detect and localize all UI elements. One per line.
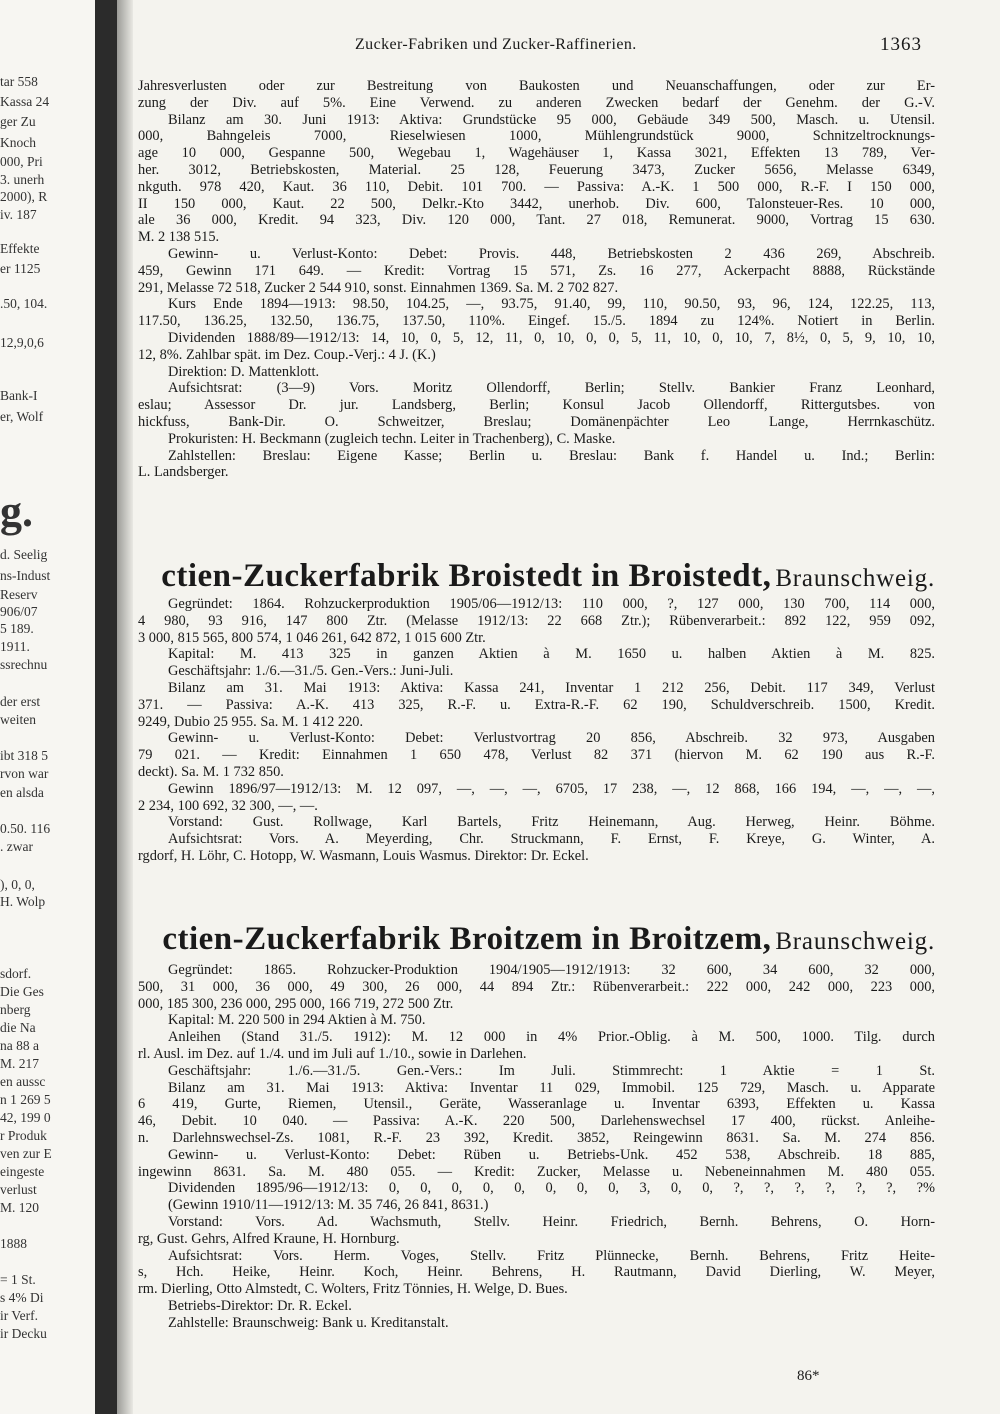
text-line: M. 2 138 515. [138,229,220,246]
gutter-text-line: 0.50. 116 [0,821,51,836]
text-line: 500, 31 000, 36 000, 49 300, 26 000, 44 894 Ztr.: Rübenverarbeit.: 222 000, 242 000, 223 000, [138,978,935,995]
gutter-text-line: Reserv [0,587,38,602]
company-location: Braunschweig. [775,928,935,955]
gutter-text-line: 1888 [0,1236,27,1251]
gutter-text-line: g. [0,487,33,536]
text-line: 291, Melasse 72 518, Zucker 2 544 910, sonst. Einnahmen 1369. Sa. M. 2 702 827. [138,279,619,296]
text-line: Bilanz am 31. Mai 1913: Aktiva: Inventar 11 029, Immobil. 125 729, Masch. u. Apparate [168,1079,935,1096]
text-line: Bilanz am 31. Mai 1913: Aktiva: Kassa 241, Inventar 1 212 256, Debit. 117 349, Verlust [168,679,935,696]
gutter-text-line: weiten [0,712,36,727]
text-line: Direktion: D. Mattenklott. [168,363,320,380]
company-name: ctien-Zuckerfabrik Broistedt in Broistedt, [161,558,772,594]
text-line: deckt). Sa. M. 1 732 850. [138,763,284,780]
gutter-text-line: ssrechnu [0,657,48,672]
signature-mark: 86* [797,1368,820,1384]
gutter-text-line: d. Seelig [0,547,48,562]
text-line: Zahlstelle: Braunschweig: Bank u. Kreditanstalt. [168,1314,449,1331]
gutter-text-line: nberg [0,1002,31,1017]
text-line: Jahresverlusten oder zur Bestreitung von Baukosten und Neuanschaffungen, oder zur Er- [138,78,935,94]
text-line: Geschäftsjahr: 1./6.—31./5. Gen.-Vers.: Im Juli. Stimmrecht: 1 Aktie = 1 St. [168,1062,935,1079]
entry-body-broistedt [138,596,935,865]
gutter-text-line: s 4% Di [0,1290,44,1305]
text-line: n. Darlehnswechsel-Zs. 1081, R.-F. 23 392, Kredit. 3852, Reingewinn 8631. Sa. M. 274 856. [138,1129,935,1146]
gutter-text-line: Knoch [0,135,36,150]
text-line: Kapital: M. 220 500 in 294 Aktien à M. 750. [168,1012,426,1029]
text-line: Prokuristen: H. Beckmann (zugleich techn. Leiter in Trachenberg), C. Maske. [168,430,616,447]
gutter-text-line: = 1 St. [0,1272,36,1287]
text-line: nkguth. 978 420, Kaut. 36 110, Debit. 101 700. — Passiva: A.-K. 1 500 000, R.-F. I 150 000, [138,178,935,195]
gutter-text-line: .50, 104. [0,296,48,311]
gutter-text-line: verlust [0,1182,37,1197]
gutter-text-line: rvon war [0,766,49,781]
gutter-text-line: Die Ges [0,984,44,999]
gutter-text-line: en aussc [0,1074,46,1089]
page-number: 1363 [880,34,922,55]
gutter-text-line: 2000), R [0,189,48,204]
text-line: rgdorf, H. Löhr, C. Hotopp, W. Wasmann, Louis Wasmus. Direktor: Dr. Eckel. [138,847,589,864]
text-line: 12, 8%. Zahlbar spät. im Dez. Coup.-Verj.: 4 J. (K.) [138,346,436,363]
text-line: 6 419, Gurte, Riemen, Utensil., Geräte, Wasseranlage u. Inventar 6393, Effekten u. Kassa [138,1096,935,1113]
gutter-text-line: ven zur E [0,1146,52,1161]
text-line: Gewinn 1896/97—1912/13: M. 12 097, —, —, —, 6705, 17 238, —, 12 868, 166 194, —, —, —, [168,780,935,797]
text-line: 117.50, 136.25, 132.50, 136.75, 137.50, 110%. Eingef. 15./5. 1894 zu 124%. Notiert in Berlin. [138,313,935,330]
text-line: Vorstand: Gust. Rollwage, Karl Bartels, Fritz Heinemann, Aug. Herweg, Heinr. Böhme. [168,814,935,831]
entry-body-broitzem [138,962,935,1332]
text-line: Gewinn- u. Verlust-Konto: Debet: Verlustvortrag 20 856, Abschreib. 32 973, Ausgaben [168,730,935,747]
text-line: Gegründet: 1865. Rohzucker-Produktion 1904/1905—1912/1913: 32 600, 34 600, 32 000, [168,962,935,978]
text-line: Dividenden 1888/89—1912/13: 14, 10, 0, 5, 12, 11, 0, 10, 0, 0, 5, 11, 10, 0, 10, 7, 8½, 0, 5, 9, 10, 10, [168,329,935,346]
text-line: Vorstand: Vors. Ad. Wachsmuth, Stellv. Heinr. Friedrich, Bernh. Behrens, O. Horn- [168,1213,935,1230]
text-line: hickfuss, Bank-Dir. O. Schweitzer, Breslau; Domänenpächter Leo Lange, Herrnkaschütz. [138,413,935,430]
text-line: zung der Div. auf 5%. Eine Verwend. zu anderen Zwecken bedarf der Genehm. der G.-V. [138,94,935,111]
text-line: 000, Bahngeleis 7000, Rieselwiesen 1000, Mühlengrundstück 9000, Schnitzeltrocknungs- [138,128,935,145]
gutter-text-line: n 1 269 5 [0,1092,51,1107]
gutter-text-line: M. 120 [0,1200,40,1215]
text-line: 79 021. — Kredit: Einnahmen 1 650 478, Verlust 82 371 (hiervon M. 62 190 aus R.-F. [138,747,935,764]
left-page-fragment [0,0,95,1414]
text-line: Aufsichtsrat: (3—9) Vors. Moritz Ollendorff, Berlin; Stellv. Bankier Franz Leonhard, [168,380,935,397]
gutter-text-line: Kassa 24 [0,94,50,109]
text-line: 46, Debit. 10 040. — Passiva: A.-K. 220 500, Darlehenswechsel 17 400, rückst. Anleihe- [138,1113,935,1130]
text-line: rg, Gust. Gehrs, Alfred Kraune, H. Hornburg. [138,1230,400,1247]
text-line: 459, Gewinn 171 649. — Kredit: Vortrag 15 571, Zs. 16 277, Ackerpacht 8888, Rückstände [138,262,935,279]
text-line: 371. — Passiva: A.-K. 413 325, R.-F. u. Extra-R.-F. 62 190, Schuldverschreib. 1500, Kredit. [138,696,935,713]
gutter-text-line: ger Zu [0,114,36,129]
text-line: ale 36 000, Kredit. 94 323, Div. 120 000, Tant. 27 018, Remunerat. 9000, Vortrag 15 630. [138,212,935,229]
gutter-text-line: iv. 187 [0,207,37,222]
entry-continuation [138,78,935,481]
gutter-text-line: en alsda [0,785,44,800]
text-line: Kurs Ende 1894—1913: 98.50, 104.25, —, 93.75, 91.40, 99, 110, 90.50, 93, 96, 124, 122.25, 113, [168,296,935,313]
gutter-text-line: . zwar [0,839,33,854]
gutter-text-line: tar 558 [0,74,38,89]
gutter-text-line: der erst [0,694,41,709]
gutter-text-line: Effekte [0,241,40,256]
gutter-text-line: eingeste [0,1164,45,1179]
gutter-text-line: er, Wolf [0,409,44,424]
gutter-text-line: 5 189. [0,621,34,636]
gutter-text-line: ns-Indust [0,568,51,583]
gutter-text-line: na 88 a [0,1038,39,1053]
gutter-text-line: M. 217 [0,1056,40,1071]
text-line: 4 980, 93 916, 147 800 Ztr. (Melasse 1912/13: 22 668 Ztr.); Rübenverarbeit.: 892 122, 959 092, [138,612,935,629]
text-line: 9249, Dubio 25 955. Sa. M. 1 412 220. [138,713,364,730]
text-line: Kapital: M. 413 325 in ganzen Aktien à M. 1650 u. halben Aktien à M. 825. [168,646,935,663]
gutter-text-line: ibt 318 5 [0,748,49,763]
text-line: 000, 185 300, 236 000, 295 000, 166 719, 272 500 Ztr. [138,995,454,1012]
gutter-text-line: H. Wolp [0,894,46,909]
text-line: Geschäftsjahr: 1./6.—31./5. Gen.-Vers.: Juni-Juli. [168,663,454,680]
text-line: 2 234, 100 692, 32 300, —, —. [138,797,318,814]
book-spine-shadow [117,0,133,1414]
text-line: Dividenden 1895/96—1912/13: 0, 0, 0, 0, 0, 0, 0, 0, 3, 0, 0, ?, ?, ?, ?, ?, ?, ?% [168,1180,935,1197]
gutter-text-line: 3. unerh [0,172,45,187]
gutter-text-line: 906/07 [0,604,38,619]
text-line: Gewinn- u. Verlust-Konto: Debet: Provis. 448, Betriebskosten 2 436 269, Abschreib. [168,245,935,262]
book-spine [95,0,117,1414]
gutter-text-line: ir Decku [0,1326,47,1341]
text-line: Gewinn- u. Verlust-Konto: Debet: Rüben u. Betriebs-Unk. 452 538, Abschreib. 18 885, [168,1146,935,1163]
gutter-text-line: ), 0, 0, [0,877,35,892]
text-line: L. Landsberger. [138,464,229,481]
gutter-text-line: Bank-I [0,388,38,403]
gutter-text-line: sdorf. [0,966,32,981]
gutter-text-line: 000, Pri [0,154,43,169]
gutter-text-line: r Produk [0,1128,47,1143]
text-line: rl. Ausl. im Dez. auf 1./4. und im Juli auf 1./10., sowie in Darlehen. [138,1045,527,1062]
text-line: Zahlstellen: Breslau: Eigene Kasse; Berlin u. Breslau: Bank f. Handel u. Ind.; Berlin: [168,447,935,464]
text-line: ingewinn 8631. Sa. M. 480 055. — Kredit: Zucker, Melasse u. Nebeneinnahmen M. 480 055. [138,1163,935,1180]
text-line: 3 000, 815 565, 800 574, 1 046 261, 642 872, 1 015 600 Ztr. [138,629,486,646]
company-location: Braunschweig. [775,565,935,592]
text-line: (Gewinn 1910/11—1912/13: M. 35 746, 26 841, 8631.) [168,1197,489,1214]
gutter-text-line: 1911. [0,639,30,654]
text-line: s, Hch. Heike, Heinr. Koch, Heinr. Behrens, H. Rautmann, David Dierling, W. Meyer, [138,1264,935,1281]
text-line: Betriebs-Direktor: Dr. R. Eckel. [168,1297,352,1314]
text-line: her. 3012, Betriebskosten, Material. 25 128, Feuerung 3473, Zucker 5656, Melasse 6349, [138,161,935,178]
running-header: Zucker-Fabriken und Zucker-Raffinerien. [355,36,637,53]
text-line: Gegründet: 1864. Rohzuckerproduktion 1905/06—1912/13: 110 000, ?, 127 000, 130 700, 114 000, [168,596,935,612]
text-line: Anleihen (Stand 31./5. 1912): M. 12 000 in 4% Prior.-Oblig. à M. 500, 1000. Tilg. durch [168,1029,935,1046]
text-line: II 150 000, Kaut. 22 500, Delkr.-Kto 3442, unerhob. Div. 600, Talonsteuer-Res. 10 000, [138,195,935,212]
text-line: age 10 000, Gespanne 500, Wegebau 1, Wagehäuser 1, Kassa 3021, Effekten 13 789, Ver- [138,145,935,162]
gutter-text-line: 12,9,0,6 [0,335,44,350]
text-line: Bilanz am 30. Juni 1913: Aktiva: Grundstücke 95 000, Gebäude 349 500, Masch. u. Utensil. [168,111,935,128]
gutter-text-line: ir Verf. [0,1308,38,1323]
gutter-text-line: die Na [0,1020,36,1035]
text-line: Aufsichtsrat: Vors. Herm. Voges, Stellv. Fritz Plünnecke, Bernh. Behrens, Fritz Heite- [168,1247,935,1264]
entry-heading-broitzem [138,919,935,965]
text-line: Aufsichtsrat: Vors. A. Meyerding, Chr. Struckmann, F. Ernst, F. Kreye, G. Winter, A. [168,831,935,848]
text-line: eslau; Assessor Dr. jur. Landsberg, Berlin; Konsul Jacob Ollendorff, Rittergutsbes. von [138,397,935,414]
company-name: ctien-Zuckerfabrik Broitzem in Broitzem, [162,921,772,957]
gutter-text-line: 42, 199 0 [0,1110,51,1125]
text-line: rm. Dierling, Otto Almstedt, C. Wolters, Fritz Tönnies, H. Welge, D. Bues. [138,1281,568,1298]
gutter-text-line: er 1125 [0,261,41,276]
